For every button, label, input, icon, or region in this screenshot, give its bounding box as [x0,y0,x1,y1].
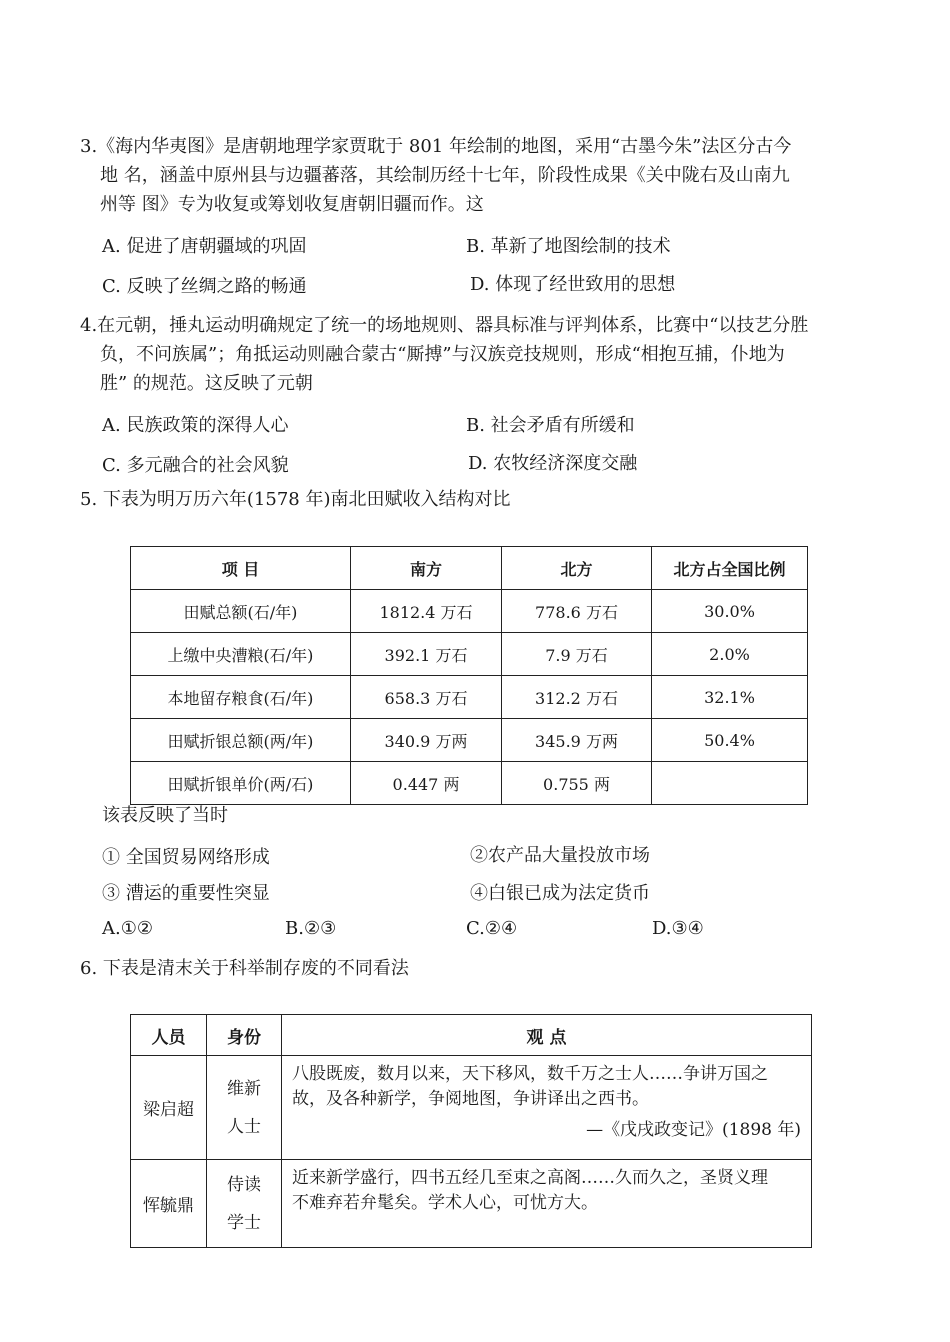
table-cell: 30.0% [652,590,808,633]
table-cell: 本地留存粮食(石/年) [131,676,351,719]
role-line: 维新 [227,1078,261,1099]
q4-option-d[interactable]: D. 农牧经济深度交融 [468,453,638,474]
q3-option-c[interactable]: C. 反映了丝绸之路的畅通 [102,276,307,297]
viewpoint-cell [282,1056,812,1160]
q6-table [130,1014,812,1248]
q5-option-b[interactable]: B.②③ [285,918,337,939]
role-line: 人士 [227,1116,261,1137]
viewpoint-cell [282,1160,812,1248]
viewpoint-line: 不难弃若弁髦矣。学术人心，可忧方大。 [292,1193,598,1213]
q3-line2: 地 名，涵盖中原州县与边疆蕃落，其绘制历经十七年，阶段性成果《关中陇右及山南九 [100,165,790,186]
q5-stem: 5. 下表为明万历六年(1578 年)南北田赋收入结构对比 [80,489,511,510]
table-header-cell: 南方 [351,547,502,590]
role-line: 侍读 [227,1174,261,1195]
table-cell: 392.1 万石 [351,633,502,676]
q5-option-c[interactable]: C.②④ [466,918,518,939]
person-name: 恽毓鼎 [131,1160,207,1248]
viewpoint-source: —《戊戌政变记》(1898 年) [586,1120,801,1140]
table-header-cell: 北方占全国比例 [652,547,808,590]
table-header-cell: 项 目 [131,547,351,590]
table-row [131,762,808,805]
person-name: 梁启超 [131,1056,207,1160]
table-cell: 312.2 万石 [502,676,652,719]
role-line: 学士 [227,1212,261,1233]
viewpoint-line: 近来新学盛行，四书五经几至束之高阁……久而久之，圣贤义理 [292,1168,768,1188]
table-cell: 上缴中央漕粮(石/年) [131,633,351,676]
table-header-row [131,1015,812,1056]
table-cell: 1812.4 万石 [351,590,502,633]
table-header-cell: 观 点 [282,1015,812,1056]
person-role [207,1160,282,1248]
table-header-cell: 北方 [502,547,652,590]
table-cell [652,762,808,805]
table-row [131,633,808,676]
q3-option-b[interactable]: B. 革新了地图绘制的技术 [466,236,671,257]
viewpoint-line: 故，及各种新学，争阅地图，争讲译出之西书。 [292,1089,649,1109]
table-cell: 田赋总额(石/年) [131,590,351,633]
table-cell: 田赋折银总额(两/年) [131,719,351,762]
q5-item-3: ③ 漕运的重要性突显 [102,883,270,904]
table-row [131,1160,812,1248]
table-cell: 7.9 万石 [502,633,652,676]
table-cell: 50.4% [652,719,808,762]
q5-item-2: ②农产品大量投放市场 [470,845,650,866]
table-cell: 658.3 万石 [351,676,502,719]
table-cell: 田赋折银单价(两/石) [131,762,351,805]
table-row [131,1056,812,1160]
table-row [131,676,808,719]
q5-item-1: ① 全国贸易网络形成 [102,847,270,868]
q6-stem: 6. 下表是清末关于科举制存废的不同看法 [80,958,409,979]
table-cell: 340.9 万两 [351,719,502,762]
viewpoint-line: 八股既废，数月以来，天下移风，数千万之士人……争讲万国之 [292,1064,768,1084]
table-header-cell: 人员 [131,1015,207,1056]
table-cell: 0.447 两 [351,762,502,805]
table-cell: 32.1% [652,676,808,719]
q4-line2: 负，不问族属”；角抵运动则融合蒙古“厮搏”与汉族竞技规则，形成“相抱互捕，仆地为 [100,344,785,365]
table-row [131,590,808,633]
table-cell: 2.0% [652,633,808,676]
q4-option-c[interactable]: C. 多元融合的社会风貌 [102,455,289,476]
q4-line3: 胜” 的规范。这反映了元朝 [100,373,313,394]
q5-option-d[interactable]: D.③④ [652,918,704,939]
q5-item-4: ④白银已成为法定货币 [470,883,650,904]
table-header-row [131,547,808,590]
q4-option-a[interactable]: A. 民族政策的深得人心 [102,415,289,436]
table-row [131,719,808,762]
q3-line1: 3.《海内华夷图》是唐朝地理学家贾耽于 801 年绘制的地图，采用“古墨今朱”法区分古今 [80,136,792,157]
table-cell: 0.755 两 [502,762,652,805]
q5-option-a[interactable]: A.①② [102,918,153,939]
q3-option-d[interactable]: D. 体现了经世致用的思想 [470,274,676,295]
table-cell: 345.9 万两 [502,719,652,762]
q5-table [130,546,808,805]
q3-option-a[interactable]: A. 促进了唐朝疆域的巩固 [102,236,307,257]
person-role [207,1056,282,1160]
table-header-cell: 身份 [207,1015,282,1056]
q4-option-b[interactable]: B. 社会矛盾有所缓和 [466,415,635,436]
table-cell: 778.6 万石 [502,590,652,633]
q3-line3: 州等 图》专为收复或筹划收复唐朝旧疆而作。这 [100,194,484,215]
q5-after-text: 该表反映了当时 [102,805,228,826]
q4-line1: 4.在元朝，捶丸运动明确规定了统一的场地规则、器具标准与评判体系，比赛中“以技艺分胜 [80,315,809,336]
